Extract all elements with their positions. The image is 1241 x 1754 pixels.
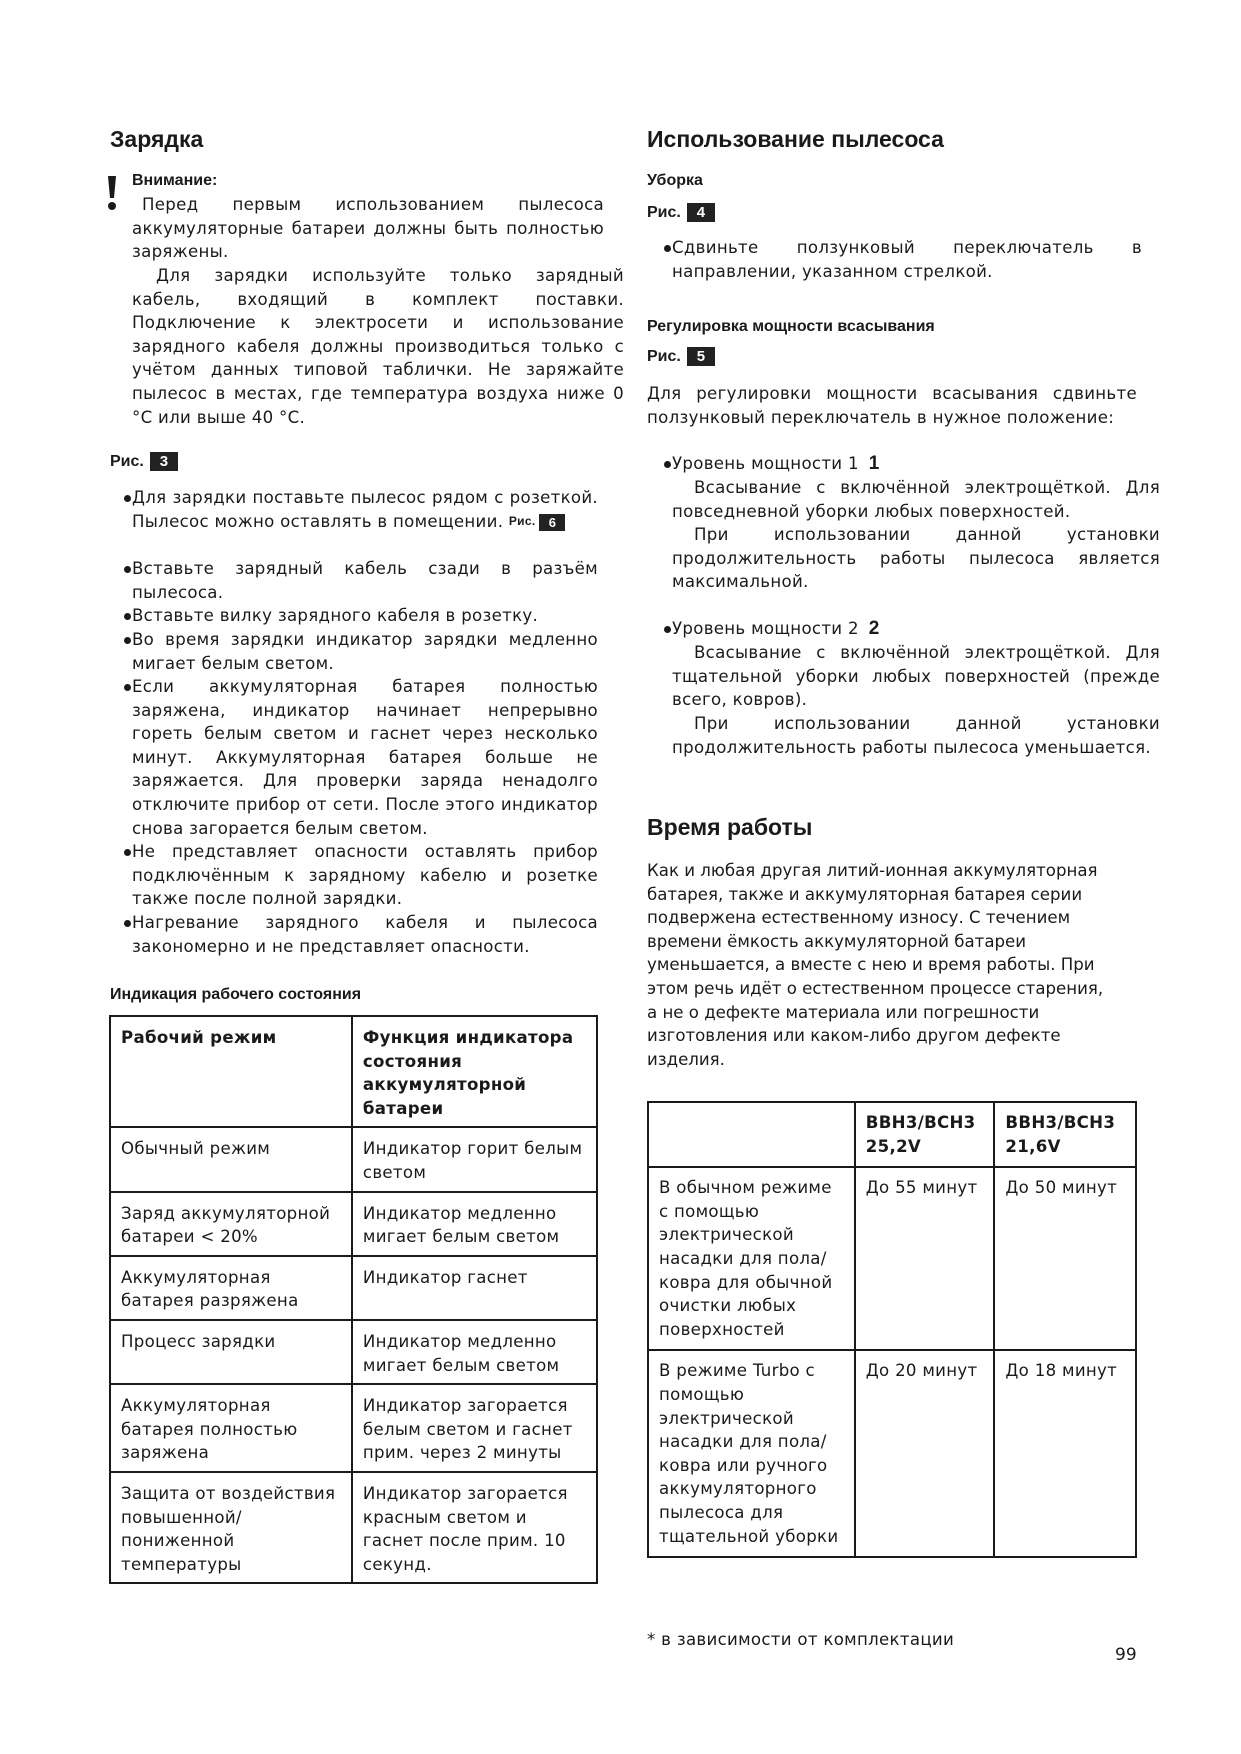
- table-row: [110, 1472, 597, 1583]
- figure-label: Рис.: [647, 203, 681, 221]
- figure-ref-5: [647, 347, 715, 366]
- power-level-1: [672, 452, 1160, 476]
- table-header-row: [648, 1102, 1136, 1167]
- bullet-text: Вставьте вилку зарядного кабеля в розетку.: [132, 606, 539, 625]
- bullet-icon: [124, 684, 131, 691]
- figure-number: 5: [687, 347, 715, 366]
- bullet-text: Для зарядки поставьте пылесос рядом с розеткой. Пылесос можно оставлять в помещении.: [132, 488, 598, 531]
- status-table-title: Индикация рабочего состояния: [110, 986, 362, 1003]
- table-cell: Индикатор загорается красным светом и гаснет после прим. 10 секунд.: [352, 1472, 597, 1583]
- table-cell: Индикатор медленно мигает белым светом: [352, 1320, 597, 1384]
- table-cell: Заряд аккумуляторной батареи < 20%: [110, 1192, 352, 1256]
- page-number: 99: [1115, 1645, 1137, 1665]
- table-header-cell: BBH3/BCH3 21,6V: [994, 1102, 1136, 1167]
- level-number: 1: [868, 453, 880, 474]
- table-cell: Защита от воздействия повышенной/ пониженной температуры: [110, 1472, 352, 1583]
- charging-step-1: [132, 486, 598, 534]
- table-cell: Индикатор горит белым светом: [352, 1127, 597, 1191]
- charging-step-3: [132, 604, 598, 628]
- figure-label: Рис.: [647, 347, 681, 365]
- footnote: * в зависимости от комплектации: [647, 1630, 955, 1649]
- bullet-icon: [124, 849, 131, 856]
- table-cell: До 50 минут: [994, 1167, 1136, 1350]
- level-label: Уровень мощности 2: [672, 619, 859, 638]
- table-cell: Индикатор загорается белым светом и гаснет прим. через 2 минуты: [352, 1384, 597, 1472]
- warning-text-2: Для зарядки используйте только зарядный кабель, входящий в комплект поставки. Подключение к электросети и использование зарядного кабеля должны производиться только с учётом данных типовой таблички. Не заряжайте пылесос в местах, где температура воздуха ниже 0 °C или выше 40 °C.: [132, 266, 624, 427]
- bullet-icon: [664, 461, 671, 468]
- table-row: [648, 1167, 1136, 1350]
- figure-ref-4: [647, 203, 715, 222]
- table-row: [110, 1127, 597, 1191]
- section-title-usage: Использование пылесоса: [647, 126, 944, 152]
- figure-number: 4: [687, 203, 715, 222]
- suction-intro: Для регулировки мощности всасывания сдвиньте ползунковый переключатель в нужное положение:: [647, 384, 1137, 427]
- table-header-cell: [648, 1102, 855, 1167]
- table-cell: Процесс зарядки: [110, 1320, 352, 1384]
- figure-ref-6: Рис. 6: [509, 510, 566, 534]
- table-cell: Индикатор гаснет: [352, 1256, 597, 1320]
- charging-step-2: [132, 557, 598, 604]
- warning-text-1: Перед первым использованием пылесоса аккумуляторные батареи должны быть полностью заряжены.: [132, 195, 604, 262]
- table-cell: Аккумуляторная батарея полностью заряжена: [110, 1384, 352, 1472]
- charging-step-4: [132, 628, 598, 675]
- charging-step-6: [132, 840, 598, 911]
- charging-step-5: [132, 675, 598, 840]
- suction-subtitle: Регулировка мощности всасывания: [647, 318, 935, 335]
- bullet-icon: [124, 566, 131, 573]
- section-title-charging: Зарядка: [110, 126, 204, 152]
- table-cell: Индикатор медленно мигает белым светом: [352, 1192, 597, 1256]
- runtime-table: [647, 1101, 1137, 1558]
- bullet-text: Если аккумуляторная батарея полностью заряжена, индикатор начинает непрерывно гореть белым светом и гаснет через несколько минут. Аккумуляторная батарея больше не заряжается. Для проверки заряда ненадолго отключите прибор от сети. После этого индикатор снова загорается белым светом.: [132, 677, 598, 838]
- table-header-cell: Рабочий режим: [110, 1016, 352, 1127]
- section-title-runtime: Время работы: [647, 814, 813, 840]
- bullet-icon: [124, 637, 131, 644]
- power-level-2-note: При использовании данной установки продолжительность работы пылесоса уменьшается.: [672, 714, 1160, 757]
- figure-number: 3: [150, 452, 178, 471]
- warning-icon: [105, 176, 119, 212]
- table-cell: Аккумуляторная батарея разряжена: [110, 1256, 352, 1320]
- warning-label: Внимание:: [132, 172, 218, 189]
- power-level-2: [672, 617, 1160, 641]
- table-row: [110, 1256, 597, 1320]
- bullet-icon: [664, 245, 671, 252]
- power-level-1-note: При использовании данной установки продолжительность работы пылесоса является максимальной.: [672, 525, 1160, 592]
- table-cell: До 18 минут: [994, 1350, 1136, 1557]
- level-label: Уровень мощности 1: [672, 454, 859, 473]
- bullet-text: Вставьте зарядный кабель сзади в разъём пылесоса.: [132, 559, 598, 602]
- figure-ref-3: [110, 452, 178, 471]
- charging-step-7: [132, 911, 598, 958]
- runtime-paragraph: Как и любая другая литий-ионная аккумуляторная батарея, также и аккумуляторная батарея серии подвержена естественному износу. С течением времени ёмкость аккумуляторной батареи уменьшается, а вместе с нею и время работы. При этом речь идёт о естественном процессе старения, а не о дефекте материала или погрешности изготовления или каком-либо другом дефекте изделия.: [647, 861, 1104, 1069]
- bullet-icon: [124, 613, 131, 620]
- power-level-1-desc: Всасывание с включённой электрощёткой. Для повседневной уборки любых поверхностей.: [672, 478, 1160, 521]
- bullet-text: Нагревание зарядного кабеля и пылесоса закономерно и не представляет опасности.: [132, 913, 598, 956]
- level-number: 2: [868, 618, 880, 639]
- table-cell: В обычном режиме с помощью электрической насадки для пола/ ковра для обычной очистки любых поверхностей: [648, 1167, 855, 1350]
- table-row: [110, 1384, 597, 1472]
- figure-label: Рис.: [110, 452, 144, 470]
- status-indicator-table: [109, 1015, 598, 1584]
- table-cell: Обычный режим: [110, 1127, 352, 1191]
- table-header-cell: BBH3/BCH3 25,2V: [855, 1102, 995, 1167]
- table-row: [110, 1320, 597, 1384]
- table-header-cell: Функция индикатора состояния аккумуляторной батареи: [352, 1016, 597, 1127]
- table-cell: До 55 минут: [855, 1167, 995, 1350]
- power-level-2-desc: Всасывание с включённой электрощёткой. Для тщательной уборки любых поверхностей (прежде всего, ковров).: [672, 643, 1160, 710]
- bullet-text: Во время зарядки индикатор зарядки медленно мигает белым светом.: [132, 630, 598, 673]
- bullet-icon: [124, 495, 131, 502]
- cleaning-subtitle: Уборка: [647, 172, 703, 189]
- table-cell: В режиме Turbo с помощью электрической насадки для пола/ ковра или ручного аккумуляторного пылесоса для тщательной уборки: [648, 1350, 855, 1557]
- table-row: [648, 1350, 1136, 1557]
- table-header-row: [110, 1016, 597, 1127]
- bullet-icon: [664, 626, 671, 633]
- bullet-text: Не представляет опасности оставлять прибор подключённым к зарядному кабелю и розетке также после полной зарядки.: [132, 842, 598, 909]
- table-cell: До 20 минут: [855, 1350, 995, 1557]
- bullet-text: Сдвиньте ползунковый переключатель в направлении, указанном стрелкой.: [672, 238, 1142, 281]
- cleaning-step: [672, 236, 1142, 283]
- table-row: [110, 1192, 597, 1256]
- bullet-icon: [124, 920, 131, 927]
